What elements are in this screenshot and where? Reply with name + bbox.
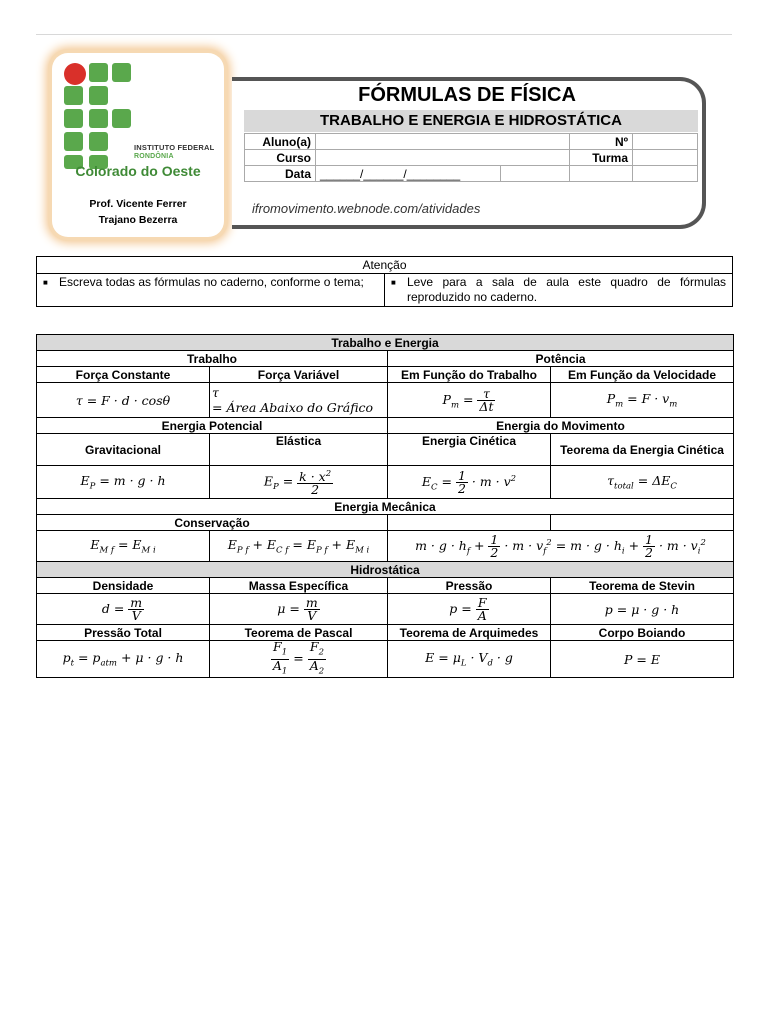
bullet-icon: ■ [43,278,48,287]
formula-conservacao-1: $E_{M f} = E_{M i}$ [37,531,210,562]
formula-pressao-total: $p_t = p_{atm} + \mu \cdot g \cdot h$ [37,641,210,678]
header-energia-cinetica: Energia Cinética [388,434,551,466]
header-pressao: Pressão [388,578,551,594]
header-elastica: Elástica [210,434,388,466]
attention-text-2: Leve para a sala de aula este quadro de fórmulas reproduzido no caderno. [407,275,726,304]
header-pressao-total: Pressão Total [37,625,210,641]
header-potencia: Potência [388,351,734,367]
aluno-label: Aluno(a) [245,134,316,150]
document-header [36,35,732,255]
header-energia-potencial: Energia Potencial [37,418,388,434]
formula-table [36,334,734,678]
curso-label: Curso [245,150,316,166]
header-massa-especifica: Massa Específica [210,578,388,594]
header-teorema-energia-cinetica: Teorema da Energia Cinética [551,434,734,466]
formula-arquimedes: $E = \mu_L \cdot V_d \cdot g$ [388,641,551,678]
header-forca-constante: Força Constante [37,367,210,383]
turma-label: Turma [570,150,633,166]
formula-potencia-velocidade: $P_m = F \cdot v_m$ [551,383,734,418]
numero-field[interactable] [633,134,698,150]
formula-gravitacional: $E_P = m \cdot g \cdot h$ [37,466,210,499]
formula-conservacao-2: $E_{P f} + E_{C f} = E_{P f} + E_{M i}$ [210,531,388,562]
attention-title: Atenção [37,257,733,274]
header-funcao-velocidade: Em Função da Velocidade [551,367,734,383]
formula-forca-variavel-top: τ [212,385,219,400]
curso-field[interactable] [316,150,570,166]
header-teorema-pascal: Teorema de Pascal [210,625,388,641]
attention-item-2 [385,274,733,307]
header-forca-variavel: Força Variável [210,367,388,383]
data-extra-cell [501,166,570,182]
header-energia-movimento: Energia do Movimento [388,418,734,434]
page-subtitle: TRABALHO E ENERGIA E HIDROSTÁTICA [244,110,698,132]
header-corpo-boiando: Corpo Boiando [551,625,734,641]
professor-name [52,196,224,228]
blank-header [551,515,734,531]
institute-logo-card [52,53,224,237]
header-densidade: Densidade [37,578,210,594]
formula-forca-variavel-bottom: = Área Abaixo do Gráfico [212,400,374,415]
formula-densidade: d = $\frac{m}{V}$ [37,594,210,625]
formula-energia-cinetica: $E_C$ = $\frac{1}{2}$ · $m \cdot v^2$ [388,466,551,499]
attention-item-1 [37,274,385,307]
blank-header [388,515,551,531]
section-hidrostatica: Hidrostática [37,562,734,578]
formula-elastica: $E_P$ = $\frac{k \cdot x^2}{2}$ [210,466,388,499]
website-link[interactable]: ifromovimento.webnode.com/atividades [252,201,481,216]
numero-label: Nº [570,134,633,150]
header-teorema-arquimedes: Teorema de Arquimedes [388,625,551,641]
header-gravitacional: Gravitacional [37,434,210,466]
formula-stevin: p = μ · g · h [551,594,734,625]
header-teorema-stevin: Teorema de Stevin [551,578,734,594]
formula-forca-constante: τ = F · d · cosθ [37,383,210,418]
student-form [244,133,698,182]
header-funcao-trabalho: Em Função do Trabalho [388,367,551,383]
institute-state: RONDÔNIA [134,153,174,160]
blank-cell-2 [633,166,698,182]
section-trabalho-energia: Trabalho e Energia [37,335,734,351]
page-title: FÓRMULAS DE FÍSICA [358,84,576,106]
blank-cell [570,166,633,182]
data-field[interactable]: ______/______/________ [316,166,501,182]
data-label: Data [245,166,316,182]
header-energia-mecanica: Energia Mecânica [37,499,734,515]
header-conservacao: Conservação [37,515,388,531]
institute-name: INSTITUTO FEDERAL [134,143,215,152]
attention-box [36,256,733,307]
formula-conservacao-3: $m \cdot g \cdot h_f$ + $\frac{1}{2}$ · $m \cdot v_f^2 = m \cdot g \cdot h_i$ + $\frac{1}{2}$ · $m \cdot v_i^2$ [388,531,734,562]
professor-line-2: Trajano Bezerra [98,214,178,226]
formula-pascal: $\frac{F_1}{A_1}$ = $\frac{F_2}{A_2}$ [210,641,388,678]
formula-forca-variavel [210,383,388,418]
formula-corpo-boiando: P = E [551,641,734,678]
turma-field[interactable] [633,150,698,166]
formula-massa-especifica: μ = $\frac{m}{V}$ [210,594,388,625]
bullet-icon: ■ [391,278,396,287]
formula-potencia-trabalho: $P_m$ = $\frac{\tau}{\Delta t}$ [388,383,551,418]
attention-text-1: Escreva todas as fórmulas no caderno, conforme o tema; [59,275,364,289]
campus-name: Colorado do Oeste [75,163,201,179]
header-trabalho: Trabalho [37,351,388,367]
aluno-field[interactable] [316,134,570,150]
professor-line-1: Prof. Vicente Ferrer [89,198,187,210]
formula-pressao: p = $\frac{F}{A}$ [388,594,551,625]
formula-teorema-energia-cinetica: $\tau_{total} = \Delta E_C$ [551,466,734,499]
